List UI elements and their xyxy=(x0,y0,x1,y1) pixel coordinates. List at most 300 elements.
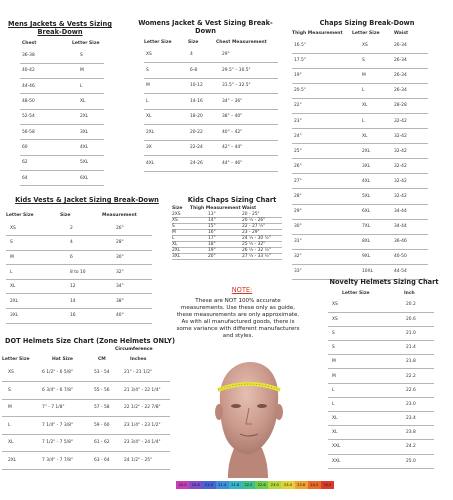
table-row xyxy=(20,140,104,155)
kids-vests-header-size: Size xyxy=(60,212,71,218)
womens-header-chest: Chest Measurement xyxy=(216,39,267,45)
table-cell: 2XL xyxy=(172,248,190,254)
kids-vests-header-measurement: Measurement xyxy=(102,212,137,218)
table-row xyxy=(144,140,278,156)
womens-table xyxy=(144,37,278,172)
table-cell: 20" xyxy=(190,254,242,260)
mens-jackets-chart xyxy=(8,20,112,186)
ruler-mark: 21.4 xyxy=(216,481,229,489)
table-cell: 20-22 xyxy=(188,125,216,141)
table-cell: 28" xyxy=(292,189,352,204)
table-cell: 53 - 54 xyxy=(92,364,120,382)
table-cell: 6-8 xyxy=(188,63,216,79)
table-cell: 24 ½ - 30 ½" xyxy=(242,236,282,242)
table-cell: XS xyxy=(2,364,42,382)
dot-table xyxy=(2,354,170,470)
mens-title: Mens Jackets & Vests Sizing xyxy=(8,20,112,28)
table-cell: 27" xyxy=(292,174,352,189)
table-cell: 29.5" – 30.5" xyxy=(216,63,278,79)
table-cell: 42" – 44" xyxy=(216,140,278,156)
table-row xyxy=(6,309,152,324)
table-cell: 7 3/4" - 7 7/8" xyxy=(42,452,92,470)
table-cell: M xyxy=(328,369,394,383)
table-cell: 23 - 29" xyxy=(242,230,282,236)
table-cell: 14 xyxy=(60,294,102,309)
table-cell: 7 1/2" - 7 5/8" xyxy=(42,434,92,452)
table-cell: 24-26 xyxy=(188,156,216,172)
table-cell: M xyxy=(6,250,60,265)
table-cell: S xyxy=(328,326,394,340)
table-row xyxy=(328,412,434,426)
table-cell: 44" – 46" xyxy=(216,156,278,172)
table-cell: 7 1/4" - 7 3/8" xyxy=(42,417,92,435)
table-row xyxy=(328,426,434,440)
table-row xyxy=(292,174,428,189)
table-row xyxy=(144,94,278,110)
table-cell: 34" – 36" xyxy=(216,94,278,110)
table-cell: 3XL xyxy=(60,124,104,139)
table-cell: 24.2 xyxy=(394,440,434,454)
table-cell: 29" xyxy=(292,204,352,219)
womens-jackets-chart xyxy=(128,19,283,172)
table-cell: 40" – 42" xyxy=(216,125,278,141)
table-cell: 34-44 xyxy=(388,219,428,234)
table-cell: XS xyxy=(352,38,388,53)
table-cell: 40" xyxy=(102,309,152,324)
table-row xyxy=(328,369,434,383)
table-cell: XL xyxy=(352,98,388,113)
dot-circumference-label: Circumference xyxy=(115,347,153,352)
table-cell: 10XL xyxy=(352,264,388,279)
chaps-header-waist: Waist xyxy=(394,31,409,36)
table-cell: 4XL xyxy=(144,156,188,172)
mens-table xyxy=(20,38,104,186)
chaps-header-letter: Letter Size xyxy=(352,31,380,36)
table-cell: XS xyxy=(6,221,60,236)
table-row xyxy=(292,144,428,159)
table-cell: 29" xyxy=(216,47,278,63)
dot-title: DOT Helmets Size Chart (Zone Helmets ONLY) xyxy=(5,337,175,345)
table-row xyxy=(292,129,428,144)
mens-header-chest: Chest xyxy=(22,40,37,46)
table-cell: 32" xyxy=(102,265,152,280)
table-cell: 52-54 xyxy=(20,109,60,124)
table-cell: XXL xyxy=(328,454,394,468)
table-row xyxy=(20,79,104,94)
table-row xyxy=(172,254,282,260)
table-row xyxy=(144,78,278,94)
table-cell: 38" – 40" xyxy=(216,109,278,125)
ruler-mark: 21.8 xyxy=(229,481,242,489)
dot-helmets-chart xyxy=(2,337,178,470)
table-row xyxy=(328,383,434,397)
table-cell: XS xyxy=(328,312,394,326)
table-row xyxy=(328,397,434,411)
table-cell: M xyxy=(172,230,190,236)
table-cell: 2XL xyxy=(60,109,104,124)
table-cell: 23.8 xyxy=(394,426,434,440)
table-cell: 32-42 xyxy=(388,129,428,144)
table-cell: 24" xyxy=(292,129,352,144)
table-row xyxy=(20,170,104,185)
head-size-ruler xyxy=(176,481,334,489)
table-cell: 36-46 xyxy=(388,234,428,249)
table-row xyxy=(328,355,434,369)
table-cell: XL xyxy=(6,279,60,294)
table-cell: M xyxy=(352,68,388,83)
table-cell: S xyxy=(172,224,190,230)
table-cell: S xyxy=(2,382,42,400)
table-row xyxy=(20,48,104,63)
table-cell: 6 3/4" - 6 7/8" xyxy=(42,382,92,400)
table-row xyxy=(2,434,170,452)
head-measuring-icon xyxy=(198,358,298,482)
table-row xyxy=(144,63,278,79)
table-cell: 19" xyxy=(190,248,242,254)
table-cell: 17" xyxy=(190,236,242,242)
table-row xyxy=(20,63,104,78)
table-cell: 26 ½ - 32 ½" xyxy=(242,248,282,254)
table-row xyxy=(6,265,152,280)
table-cell: 56-58 xyxy=(20,124,60,139)
table-cell: 34" xyxy=(102,279,152,294)
table-cell: 12 xyxy=(60,279,102,294)
table-cell: 44-54 xyxy=(388,264,428,279)
table-cell: 30" xyxy=(292,219,352,234)
table-cell: 20 ½ - 26" xyxy=(242,218,282,224)
table-cell: L xyxy=(328,383,394,397)
table-cell: XXL xyxy=(328,440,394,454)
table-cell: 20.6 xyxy=(394,312,434,326)
ruler-mark: 24.2 xyxy=(308,481,321,489)
table-cell: 22" xyxy=(292,98,352,113)
dot-header-hat: Hat Size xyxy=(52,356,73,362)
table-cell: 26" xyxy=(102,221,152,236)
table-cell: 7XL xyxy=(352,219,388,234)
table-cell: 2XL xyxy=(2,452,42,470)
table-cell: 38" xyxy=(102,294,152,309)
table-cell: 23" xyxy=(292,113,352,128)
table-cell: 6XL xyxy=(60,170,104,185)
table-row xyxy=(144,156,278,172)
table-cell: S xyxy=(60,48,104,63)
table-cell: L xyxy=(6,265,60,280)
table-cell: 57 - 58 xyxy=(92,399,120,417)
table-cell: 20.2 xyxy=(394,298,434,312)
ruler-mark: 25.0 xyxy=(321,481,334,489)
table-cell: 21" - 21 1/2" xyxy=(120,364,170,382)
table-row xyxy=(292,234,428,249)
table-cell: 20.5" xyxy=(292,83,352,98)
kids-vests-header-letter: Letter Size xyxy=(6,212,34,218)
table-cell: 22.2 xyxy=(394,369,434,383)
table-cell: 55 - 56 xyxy=(92,382,120,400)
table-cell: 21 3/4" - 22 1/4" xyxy=(120,382,170,400)
table-cell: 32-42 xyxy=(388,174,428,189)
table-cell: S xyxy=(352,53,388,68)
table-cell: 14-16 xyxy=(188,94,216,110)
kids-vests-title: Kids Vests & Jacket Sizing Break-Down xyxy=(15,196,159,204)
table-cell: 21.8 xyxy=(394,355,434,369)
table-row xyxy=(292,249,428,264)
table-cell: 26-34 xyxy=(388,83,428,98)
table-cell: 8 to 10 xyxy=(60,265,102,280)
table-cell: 64 xyxy=(20,170,60,185)
table-row xyxy=(2,382,170,400)
table-cell: L xyxy=(144,94,188,110)
note-title: NOTE: xyxy=(231,286,253,294)
table-cell: 4XL xyxy=(60,140,104,155)
dot-header-letter: Letter Size xyxy=(2,356,30,362)
table-cell: L xyxy=(352,83,388,98)
womens-title: Womens Jacket & Vest Sizing Break-Down xyxy=(138,19,273,35)
table-row xyxy=(2,399,170,417)
table-row xyxy=(328,454,434,468)
table-row xyxy=(328,312,434,326)
table-cell: 3X xyxy=(144,140,188,156)
table-cell: 26" xyxy=(292,159,352,174)
table-row xyxy=(292,159,428,174)
table-row xyxy=(6,236,152,251)
table-cell: 18-20 xyxy=(188,109,216,125)
table-row xyxy=(292,83,428,98)
table-cell: 19" xyxy=(292,68,352,83)
table-cell: 63 - 64 xyxy=(92,452,120,470)
table-cell: 2XL xyxy=(6,294,60,309)
chaps-chart xyxy=(292,19,442,280)
table-cell: XS xyxy=(172,218,190,224)
head-illustration xyxy=(198,358,298,486)
ruler-mark: 22.6 xyxy=(255,481,268,489)
table-cell: 33" xyxy=(292,264,352,279)
table-cell: 23 3/4" - 24 1/4" xyxy=(120,434,170,452)
table-cell: 18" xyxy=(190,242,242,248)
table-cell: 15" xyxy=(190,224,242,230)
table-cell: 6XL xyxy=(352,204,388,219)
table-cell: 9XL xyxy=(352,249,388,264)
table-cell: 23.0 xyxy=(394,397,434,411)
table-row xyxy=(292,113,428,128)
table-cell: XL xyxy=(144,109,188,125)
table-row xyxy=(20,155,104,170)
kids-chaps-title: Kids Chaps Sizing Chart xyxy=(187,196,277,204)
table-cell: 31" xyxy=(292,234,352,249)
table-cell: 4XL xyxy=(352,174,388,189)
womens-header-letter: Letter Size xyxy=(144,39,172,45)
table-cell: M xyxy=(60,63,104,78)
table-cell: 2XS xyxy=(172,212,190,218)
table-cell: 3XL xyxy=(6,309,60,324)
table-cell: 32-42 xyxy=(388,159,428,174)
table-cell: M xyxy=(2,399,42,417)
table-row xyxy=(328,341,434,355)
novelty-title: Novelty Helmets Sizing Chart xyxy=(329,278,439,286)
table-cell: 61 - 62 xyxy=(92,434,120,452)
table-cell: 3XL xyxy=(352,159,388,174)
table-cell: 36-38 xyxy=(20,48,60,63)
table-row xyxy=(6,250,152,265)
table-cell: 31.5" – 32.5" xyxy=(216,78,278,94)
table-cell: XL xyxy=(352,129,388,144)
table-row xyxy=(2,417,170,435)
kids-chaps-header-thigh: Thigh Measurement xyxy=(190,206,241,211)
table-cell: 26-34 xyxy=(388,38,428,53)
novelty-header-inch: Inch xyxy=(404,291,415,296)
table-row xyxy=(292,68,428,83)
kids-vests-table xyxy=(6,209,152,324)
mens-title-2: Break-Down xyxy=(37,28,83,36)
table-cell: 30" xyxy=(102,250,152,265)
table-cell: 7" - 7 1/8" xyxy=(42,399,92,417)
ruler-mark: 23.8 xyxy=(295,481,308,489)
table-row xyxy=(328,326,434,340)
table-row xyxy=(20,109,104,124)
kids-chaps-header-waist: Waist xyxy=(242,206,257,211)
table-cell: 32-42 xyxy=(388,113,428,128)
kids-chaps-table xyxy=(172,205,282,260)
chaps-header-thigh: Thigh Measurement xyxy=(292,31,343,36)
dot-header-inches: Inches xyxy=(130,356,147,362)
table-cell: 6 1/2" - 6 5/8" xyxy=(42,364,92,382)
chaps-table xyxy=(292,29,428,280)
table-cell: 5XL xyxy=(60,155,104,170)
note-body: These are NOT 100% accurate measurements. Use these only as guide, these measurements are only approximate. As with all manufactured goods, there is some variance with different manufacturers and styles. xyxy=(176,298,300,339)
table-cell: 26-34 xyxy=(388,53,428,68)
table-row xyxy=(292,38,428,53)
table-cell: M xyxy=(144,78,188,94)
table-cell: 23.4 xyxy=(394,412,434,426)
ruler-mark: 22.2 xyxy=(242,481,255,489)
novelty-helmets-chart xyxy=(318,278,450,469)
table-cell: XL xyxy=(2,434,42,452)
table-cell: XS xyxy=(328,298,394,312)
table-row xyxy=(20,124,104,139)
table-cell: 24 1/2" - 25" xyxy=(120,452,170,470)
table-cell: 32" xyxy=(292,249,352,264)
table-row xyxy=(144,109,278,125)
table-cell: L xyxy=(2,417,42,435)
table-row xyxy=(144,47,278,63)
table-row xyxy=(328,440,434,454)
novelty-table xyxy=(328,289,434,469)
table-row xyxy=(2,452,170,470)
chaps-title: Chaps Sizing Break-Down xyxy=(319,19,415,27)
table-row xyxy=(328,298,434,312)
table-row xyxy=(292,53,428,68)
table-row xyxy=(6,294,152,309)
table-cell: 22-24 xyxy=(188,140,216,156)
table-cell: XS xyxy=(144,47,188,63)
table-cell: 32-42 xyxy=(388,189,428,204)
table-cell: 2XL xyxy=(352,144,388,159)
table-cell: S xyxy=(6,236,60,251)
table-row xyxy=(20,94,104,109)
table-cell: 22 1/2" - 22 7/8" xyxy=(120,399,170,417)
table-cell: 16.5" xyxy=(292,38,352,53)
table-row xyxy=(6,221,152,236)
table-row xyxy=(2,364,170,382)
table-cell: 26-34 xyxy=(388,68,428,83)
table-cell: 40-50 xyxy=(388,249,428,264)
table-cell: 21.4 xyxy=(394,341,434,355)
table-cell: 21.0 xyxy=(394,326,434,340)
table-cell: 40-42 xyxy=(20,63,60,78)
table-cell: 5XL xyxy=(352,189,388,204)
table-cell: XL xyxy=(60,94,104,109)
table-cell: 25" xyxy=(292,144,352,159)
table-cell: 48-50 xyxy=(20,94,60,109)
table-cell: 59 - 60 xyxy=(92,417,120,435)
table-cell: 14" xyxy=(190,218,242,224)
table-cell: L xyxy=(328,397,394,411)
table-row xyxy=(6,279,152,294)
table-cell: 3XL xyxy=(172,254,190,260)
table-row xyxy=(292,98,428,113)
table-cell: XL xyxy=(328,412,394,426)
table-cell: 4 xyxy=(188,47,216,63)
table-row xyxy=(292,189,428,204)
table-cell: XL xyxy=(328,426,394,440)
table-cell: 32-42 xyxy=(388,144,428,159)
table-cell: 2 xyxy=(60,221,102,236)
table-cell: 6 xyxy=(60,250,102,265)
table-cell: L xyxy=(60,79,104,94)
table-cell: 34-44 xyxy=(388,204,428,219)
table-cell: 20 - 25" xyxy=(242,212,282,218)
table-cell: 60 xyxy=(20,140,60,155)
table-cell: S xyxy=(328,341,394,355)
novelty-header-letter: Letter Size xyxy=(342,291,370,296)
kids-chaps-chart xyxy=(172,196,292,260)
table-cell: L xyxy=(352,113,388,128)
table-cell: 25 ½ - 32" xyxy=(242,242,282,248)
ruler-mark: 23.4 xyxy=(281,481,294,489)
table-cell: 17.5" xyxy=(292,53,352,68)
ruler-mark: 21.0 xyxy=(202,481,215,489)
table-cell: L xyxy=(172,236,190,242)
table-cell: 8XL xyxy=(352,234,388,249)
mens-header-letter: Letter Size xyxy=(72,40,100,46)
table-cell: 44-46 xyxy=(20,79,60,94)
table-cell: 4 xyxy=(60,236,102,251)
table-cell: 25.0 xyxy=(394,454,434,468)
table-cell: M xyxy=(328,355,394,369)
table-cell: 28" xyxy=(102,236,152,251)
table-row xyxy=(292,204,428,219)
table-row xyxy=(144,125,278,141)
table-cell: 27 ½ - 33 ½" xyxy=(242,254,282,260)
table-cell: 62 xyxy=(20,155,60,170)
kids-chaps-header-size: Size xyxy=(172,206,183,211)
ruler-mark: 23.0 xyxy=(268,481,281,489)
dot-header-cm: CM xyxy=(98,356,106,362)
table-cell: 22.6 xyxy=(394,383,434,397)
table-cell: 28-28 xyxy=(388,98,428,113)
table-cell: 2XL xyxy=(144,125,188,141)
ruler-mark: 20.2 xyxy=(176,481,189,489)
table-row xyxy=(292,219,428,234)
table-cell: 13" xyxy=(190,212,242,218)
ruler-mark: 20.6 xyxy=(189,481,202,489)
womens-header-size: Size xyxy=(188,39,199,45)
kids-vests-chart xyxy=(2,196,172,324)
table-cell: XL xyxy=(172,242,190,248)
table-cell: 22 - 27 ½" xyxy=(242,224,282,230)
table-cell: 10-12 xyxy=(188,78,216,94)
table-cell: 16" xyxy=(190,230,242,236)
table-cell: 16 xyxy=(60,309,102,324)
table-cell: S xyxy=(144,63,188,79)
